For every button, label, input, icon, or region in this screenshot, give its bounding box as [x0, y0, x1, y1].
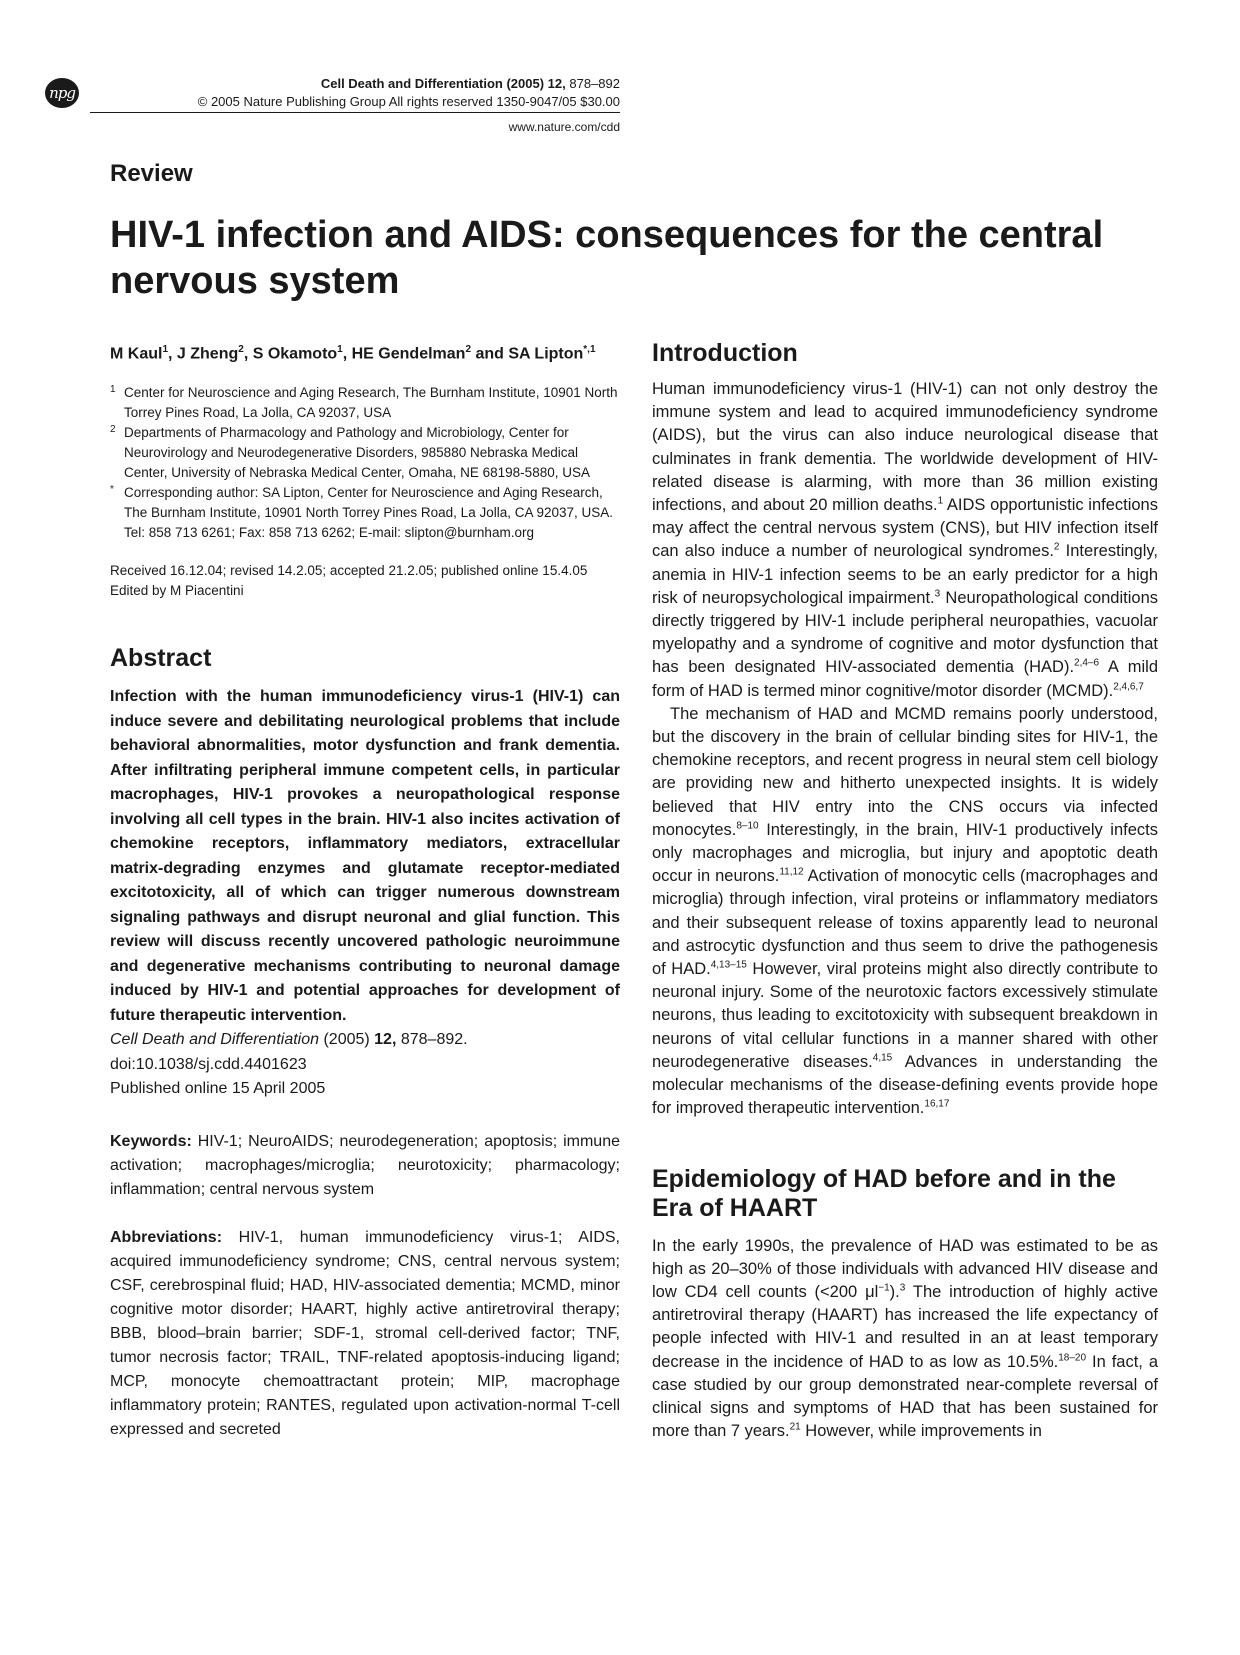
affiliation-item [110, 423, 620, 483]
affiliation-mark: * [110, 484, 114, 496]
text-run: In fact, a case studied by our group demonstrated near-complete reversal of clinical signs and symptoms of HAD that has been sustained for more than 7 years. [652, 1352, 1158, 1441]
affiliation-item [110, 483, 620, 543]
reference-link[interactable]: 18–20 [1058, 1352, 1087, 1364]
reference-link[interactable]: 2,4–6 [1074, 657, 1100, 669]
reference-link[interactable]: 4,15 [872, 1052, 893, 1064]
text-run: Interestingly, in the brain, HIV-1 productively infects only macrophages and microglia, but injury and apoptotic death occur in neurons. [652, 820, 1158, 886]
author-name: , HE Gendelman [342, 345, 466, 363]
text-run: However, while improvements in [800, 1422, 1042, 1441]
citation-pages: 878–892. [396, 1031, 468, 1049]
reference-link[interactable]: 2 [1053, 541, 1060, 553]
keywords-text: HIV-1; NeuroAIDS; neurodegeneration; apoptosis; immune activation; macrophages/microglia; neurotoxicity; pharmacology; inflammation; central nervous system [110, 1132, 620, 1198]
text-run: AIDS opportunistic infections may affect the central nervous system (CNS), but HIV infection itself can also induce a number of neurological syndromes. [652, 496, 1158, 561]
abstract-text: Infection with the human immunodeficiency virus-1 (HIV-1) can induce severe and debilitating neurological problems that include behavioral abnormalities, motor dysfunction and frank dementia. After infiltrating peripheral immune competent cells, in particular macrophages, HIV-1 provokes a neuropathological response involving all cell types in the brain. HIV-1 also incites activation of chemokine receptors, inflammatory mediators, extracellular matrix-degrading enzymes and glutamate receptor-mediated excitotoxicity, all of which can trigger numerous downstream signaling pathways and disrupt neuronal and glial function. This review will discuss recently uncovered pathologic neuroimmune and degenerative mechanisms contributing to neuronal damage induced by HIV-1 and potential approaches for development of future therapeutic intervention. [110, 688, 620, 1024]
keywords [110, 1130, 620, 1202]
affiliation-mark: 2 [110, 424, 116, 436]
introduction-heading: Introduction [652, 339, 798, 367]
keywords-label: Keywords: [110, 1132, 192, 1150]
author-list [110, 338, 620, 365]
text-run: Human immunodeficiency virus-1 (HIV-1) can not only destroy the immune system and lead to acquired immunodeficiency syndrome (AIDS), but the virus can also induce neurological disease that culminates in frank dementia. The worldwide development of HIV-related disease is alarming, with more than 36 million existing infections, and about 20 million deaths. [652, 380, 1158, 515]
reference-link[interactable]: 1 [937, 495, 944, 507]
affiliation-marker: 2 [238, 344, 244, 355]
npg-logo-icon: npg [45, 78, 79, 108]
epidemiology-heading: Epidemiology of HAD before and in the Era of HAART [652, 1164, 1116, 1222]
received-dates: Received 16.12.04; revised 14.2.05; accepted 21.2.05; published online 15.4.05 [110, 563, 588, 579]
header-divider [90, 112, 620, 113]
unit-exponent: −1 [878, 1282, 890, 1294]
affiliation-marker: 2 [465, 344, 471, 355]
reference-link[interactable]: 4,13–15 [710, 959, 747, 971]
text-run: The mechanism of HAD and MCMD remains poorly understood, but the discovery in the brain of cellular binding sites for HIV-1, the chemokine receptors, and recent progress in neural stem cell biology are providing new and hitherto unexpected insights. It is widely believed that HIV entry into the CNS occurs via infected monocytes. [652, 704, 1158, 839]
text-run: Interestingly, anemia in HIV-1 infection seems to be an early predictor for a high risk of neuropsychological impairment. [652, 542, 1158, 607]
affiliation-marker: *,1 [583, 344, 596, 355]
article-citation [110, 1028, 620, 1053]
text-run: Neuropathological conditions directly triggered by HIV-1 include peripheral neuropathies, vacuolar myelopathy and a syndrome of cognitive and motor dysfunction that has been designated HIV-associated dementia (HAD). [652, 588, 1158, 677]
introduction-paragraph-2 [652, 703, 1158, 1121]
author-name: M Kaul [110, 345, 163, 363]
doi-link[interactable]: doi:10.1038/sj.cdd.4401623 [110, 1055, 307, 1073]
journal-header [40, 70, 620, 140]
text-run: Activation of monocytic cells (macrophages and microglia) through infection, viral proteins or inflammatory mediators and their subsequent release of toxins apparently lead to neuronal and astrocytic dysfunction and thus seem to drive the pathogenesis of HAD. [652, 867, 1158, 979]
journal-name: Cell Death and Differentiation (2005) 12, [320, 76, 566, 91]
journal-url-link[interactable]: www.nature.com/cdd [508, 120, 620, 134]
reference-link[interactable]: 3 [934, 588, 941, 600]
author-name: , S Okamoto [243, 345, 338, 363]
abbreviations-text: HIV-1, human immunodeficiency virus-1; AIDS, acquired immunodeficiency syndrome; CNS, central nervous system; CSF, cerebrospinal fluid; HAD, HIV-associated dementia; MCMD, minor cognitive motor disorder; HAART, highly active antiretroviral therapy; BBB, blood–brain barrier; SDF-1, stromal cell-derived factor; TNF, tumor necrosis factor; TRAIL, TNF-related apoptosis-inducing ligand; MCP, monocyte chemoattractant protein; MIP, macrophage inflammatory protein; RANTES, regulated upon activation-normal T-cell expressed and secreted [110, 1228, 620, 1438]
journal-citation [321, 76, 620, 91]
citation-year: (2005) [319, 1031, 375, 1049]
reference-link[interactable]: 2,4,6,7 [1113, 681, 1144, 693]
left-column [110, 338, 620, 1458]
text-run: The introduction of highly active antiretroviral therapy (HAART) has increased the life expectancy of people infected with HIV-1 and resulted in an at least temporary decrease in the incidence of HAD to as low as 10.5%. [652, 1282, 1158, 1371]
affiliation-text: Departments of Pharmacology and Pathology and Microbiology, Center for Neurovirology and Neurodegenerative Disorders, 985880 Nebraska Medical Center, University of Nebraska Medical Center, Omaha, NE 68198-5880, USA [124, 425, 590, 481]
reference-link[interactable]: 16,17 [924, 1098, 950, 1110]
author-name: and SA Lipton [471, 345, 584, 363]
text-run: However, viral proteins might also directly contribute to neuronal injury. Some of the neurotoxic factors excessively stimulate neurons, thus leading to excitotoxicity with subsequent breakdown in neurons of vital cellular functions in a manner shared with other neurodegenerative diseases. [652, 960, 1158, 1071]
introduction-paragraph-1 [652, 378, 1158, 703]
affiliation-marker: 1 [162, 344, 169, 355]
affiliation-mark: 1 [110, 384, 116, 396]
affiliation-item [110, 383, 620, 423]
copyright-line: © 2005 Nature Publishing Group All rights reserved 1350-9047/05 $30.00 [197, 94, 620, 109]
reference-link[interactable]: 8–10 [736, 820, 759, 832]
reference-link[interactable]: 3 [899, 1282, 906, 1294]
affiliation-text: Corresponding author: SA Lipton, Center for Neuroscience and Aging Research, The Burnham Institute, 10901 North Torrey Pines Road, La Jolla, CA 92037, USA. Tel: 858 713 6261; Fax: 858 713 6262; E-mail: slipton@burnham.org [124, 485, 614, 541]
text-run: In the early 1990s, the prevalence of HAD was estimated to be as high as 20–30% of those individuals with advanced HIV disease and low CD4 cell counts (<200 μl [652, 1236, 1158, 1301]
reference-link[interactable]: 11,12 [779, 866, 804, 878]
journal-pages: 878–892 [569, 76, 620, 91]
article-title: HIV-1 infection and AIDS: consequences for the central nervous system [110, 214, 1104, 302]
citation-journal: Cell Death and Differentiation [110, 1031, 320, 1049]
reference-link[interactable]: 21 [789, 1421, 801, 1433]
published-date: Published online 15 April 2005 [110, 1080, 326, 1098]
text-run: Advances in understanding the molecular mechanisms of the disease-defining events provide hope for improved therapeutic intervention. [652, 1052, 1158, 1118]
right-column [652, 338, 1158, 1443]
abbreviations-label: Abbreviations: [110, 1228, 223, 1246]
text-run: A mild form of HAD is termed minor cognitive/motor disorder (MCMD). [652, 658, 1158, 700]
affiliation-marker: 1 [337, 344, 343, 355]
affiliation-text: Center for Neuroscience and Aging Research, The Burnham Institute, 10901 North Torrey Pines Road, La Jolla, CA 92037, USA [124, 385, 618, 421]
abstract-heading: Abstract [110, 644, 212, 673]
publication-history [110, 561, 620, 601]
text-run: ). [889, 1282, 900, 1301]
edited-by: Edited by M Piacentini [110, 583, 244, 599]
article-type: Review [110, 160, 193, 187]
affiliations [110, 383, 620, 543]
epidemiology-paragraph-1 [652, 1235, 1158, 1444]
abbreviations [110, 1226, 620, 1442]
citation-volume: 12, [374, 1031, 397, 1049]
author-name: , J Zheng [168, 345, 239, 363]
